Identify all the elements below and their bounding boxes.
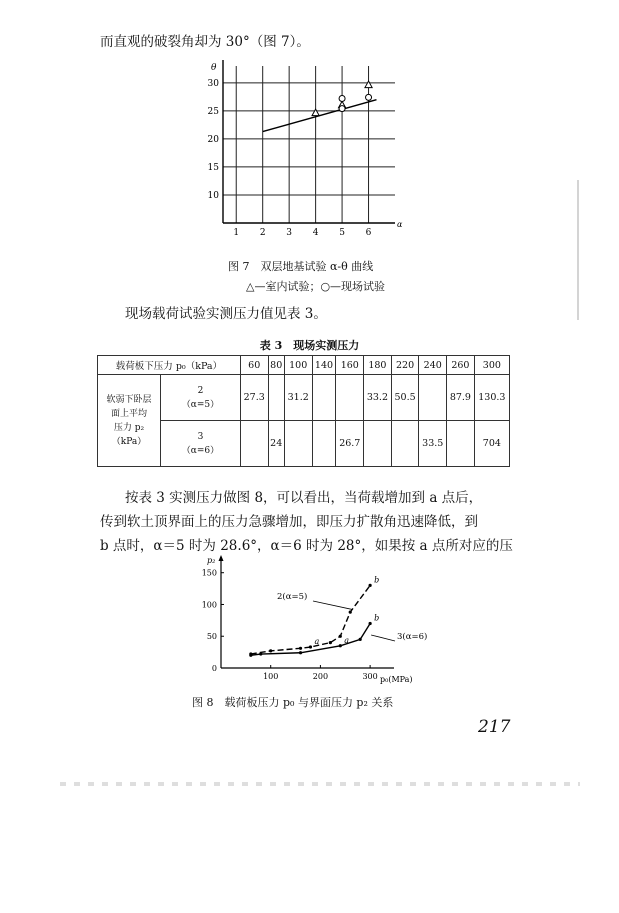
table-3 [97,355,510,467]
table-cell [284,421,312,467]
table-cell: 704 [474,421,509,467]
table-cell: 31.2 [284,375,312,421]
row-group-label-line: 压力 p₂ [113,422,145,433]
text-line: b 点时，α＝5 时为 28.6°，α＝6 时为 28°，如果按 a 点所对应的压 [100,538,513,554]
y-tick-label: 30 [207,78,219,89]
figure-8-caption: 图 8 载荷板压力 p₀ 与界面压力 p₂ 关系 [192,696,394,709]
data-point [329,641,332,644]
table-cell: 26.7 [336,421,364,467]
y-tick-label: 0 [211,664,217,673]
data-point-triangle [365,81,372,88]
table-row-label [161,421,241,467]
series-leader-line [371,635,395,641]
scan-artifact-line [60,782,580,786]
row-label-top: 3 [197,431,204,442]
data-point [369,584,372,587]
row-label-top: 2 [197,385,204,396]
table-header-label: 载荷板下压力 p₀（kPa） [98,356,241,375]
table-cell [447,421,475,467]
row-group-label-line: （kPa） [111,436,147,447]
row-group-label-line: 软弱下卧层 [106,394,152,405]
y-tick-label: 15 [207,162,219,173]
series-label: 2(α=5) [277,592,308,602]
data-point [249,654,252,657]
x-tick-label: 4 [312,228,319,238]
data-point [339,644,342,647]
data-point [299,647,302,650]
y-axis-label: θ [211,63,217,73]
row-group-label-line: 面上平均 [110,408,147,419]
y-tick-label: 20 [207,134,219,145]
x-tick-label: 100 [263,672,279,681]
x-axis-label: p₀(MPa) [380,675,413,684]
table-cell [364,421,392,467]
data-point [349,610,352,613]
table-col-header: 220 [391,356,419,375]
data-point [339,635,342,638]
series-label: 3(α=6) [397,632,428,642]
table-col-header: 100 [284,356,312,375]
series-line [251,585,370,654]
y-tick-label: 50 [206,632,217,642]
figure-7-caption: 图 7 双层地基试验 α-θ 曲线 [228,260,374,273]
data-point [259,652,262,655]
scan-artifact-mark [577,180,579,320]
x-tick-label: 3 [286,228,293,238]
text-line: 而直观的破裂角却为 30°（图 7）。 [100,34,310,50]
table-header-row [98,356,510,375]
table-cell [312,375,336,421]
y-tick-label: 100 [201,600,217,610]
x-tick-label: 1 [233,228,240,238]
data-point [309,645,312,648]
table-cell: 50.5 [391,375,419,421]
table-col-header: 60 [240,356,268,375]
table-cell [312,421,336,467]
data-point-circle [366,94,372,100]
figure-7-chart [195,58,405,248]
series-leader-line [313,601,353,610]
table-cell: 24 [268,421,284,467]
x-axis-label: α [397,220,403,229]
table-cell [419,375,447,421]
x-tick-label: 300 [362,672,378,681]
table-cell [268,375,284,421]
row-label-bottom: （α=5） [181,399,220,410]
data-point [299,651,302,654]
text-line: 现场载荷试验实测压力值见表 3。 [125,306,327,322]
data-point [269,649,272,652]
table-title: 表 3 现场实测压力 [259,339,360,352]
data-point-circle [339,96,345,102]
y-tick-label: 25 [207,106,219,117]
data-point-triangle [312,109,319,116]
data-point-circle [339,106,345,112]
y-tick-label: 10 [207,190,219,201]
row-label-bottom: （α=6） [181,445,220,456]
text-line: 按表 3 实测压力做图 8，可以看出，当荷载增加到 a 点后， [125,490,483,506]
table-cell: 87.9 [447,375,475,421]
table-cell: 27.3 [240,375,268,421]
table-cell: 33.2 [364,375,392,421]
x-tick-label: 200 [312,672,329,681]
figure-7-legend: △—室内试验；○—现场试验 [246,280,386,293]
table-col-header: 160 [336,356,364,375]
table-col-header: 140 [312,356,336,375]
data-point [359,638,362,641]
x-tick-label: 5 [339,228,345,238]
figure-8-chart [185,555,455,690]
x-tick-label: 6 [365,228,372,238]
x-tick-label: 2 [259,228,266,238]
table-cell: 130.3 [474,375,509,421]
point-label: b [374,575,380,585]
table-cell: 33.5 [419,421,447,467]
point-label: a [344,635,350,645]
table-col-header: 180 [364,356,392,375]
y-axis-arrow [219,555,224,561]
table-row-label [161,375,241,421]
table-col-header: 260 [447,356,475,375]
table-cell [240,421,268,467]
table-cell [391,421,419,467]
table-col-header: 80 [268,356,284,375]
table-col-header: 240 [419,356,447,375]
point-label: a [314,637,320,647]
y-axis-label: p₂ [207,556,216,565]
text-line: 传到软土顶界面上的压力急骤增加，即压力扩散角迅速降低，到 [100,514,478,530]
table-row-group-label [98,375,161,467]
data-point [369,622,372,625]
table-col-header: 300 [474,356,509,375]
table-row [98,375,510,421]
y-tick-label: 150 [201,568,217,578]
page-number: 217 [478,717,511,737]
table-cell [336,375,364,421]
point-label: b [374,613,380,623]
